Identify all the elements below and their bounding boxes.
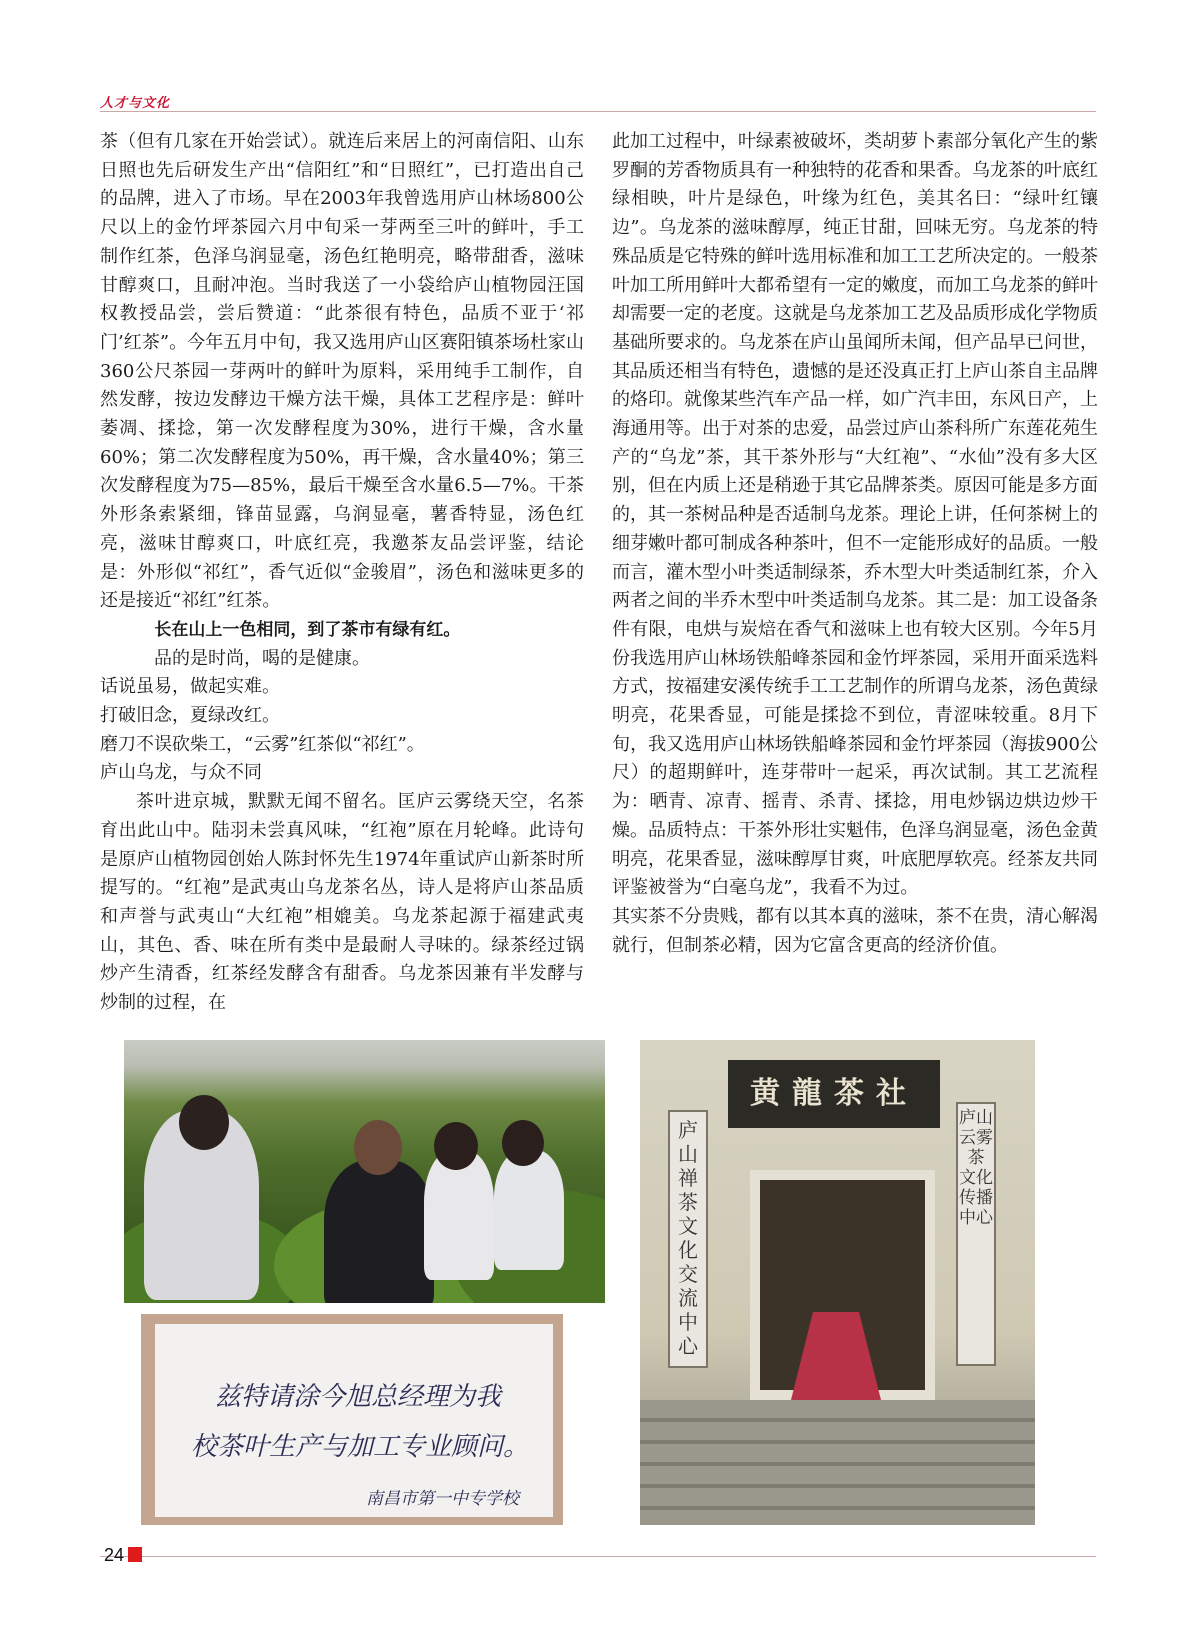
tea-house-plaque: 黄龍茶社 — [728, 1060, 940, 1128]
article-paragraph: 此加工过程中，叶绿素被破坏，类胡萝卜素部分氧化产生的紫罗酮的芳香物质具有一种独特的花香和果香。乌龙茶的叶底红绿相映，叶片是绿色，叶缘为红色，美其名曰：“绿叶红镶边”。乌龙茶的滋味醇厚，纯正甘甜，回味无穷。乌龙茶的特殊品质是它特殊的鲜叶选用标准和加工工艺所决定的。一般茶叶加工所用鲜叶大都希望有一定的嫩度，而加工乌龙茶的鲜叶却需要一定的老度。这就是乌龙茶加工艺及品质形成化学物质基础所要求的。乌龙茶在庐山虽闻所未闻，但产品早已问世，其品质还相当有特色，遗憾的是还没真正打上庐山茶自主品牌的烙印。就像某些汽车产品一样，如广汽丰田，东风日产，上海通用等。出于对茶的忠爱，品尝过庐山茶科所广东莲花苑生产的“乌龙”茶，其干茶外形与“大红袍”、“水仙”没有多大区别，但在内质上还是稍逊于其它品牌茶类。原因可能是多方面的，其一茶树品种是否适制乌龙茶。理论上讲，任何茶树上的细芽嫩叶都可制成各种茶叶，但不一定能形成好的品质。一般而言，灌木型小叶类适制绿茶，乔木型大叶类适制红茶，介入两者之间的半乔木型中叶类适制乌龙茶。其二是：加工设备条件有限，电烘与炭焙在香气和滋味上也有较大区别。今年5月份我选用庐山林场铁船峰茶园和金竹坪茶园，采用开面采选料方式，按福建安溪传统手工工艺制作的所谓乌龙茶，汤色黄绿明亮，花果香显，可能是揉捻不到位，青涩味较重。8月下旬，我又选用庐山林场铁船峰茶园和金竹坪茶园（海拔900公尺）的超期鲜叶，连芽带叶一起采，再次试制。其工艺流程为：晒青、凉青、摇青、杀青、揉捻，用电炒锅边烘边炒干燥。品质特点：干茶外形壮实魁伟，色泽乌润显毫，汤色金黄明亮，花果香显，滋味醇厚甘爽，叶底肥厚软亮。经茶友共同评鉴被誉为“白毫乌龙”，我看不为过。 — [612, 131, 1098, 899]
page-number: 24 — [104, 1545, 125, 1565]
verse-line: 庐山乌龙，与众不同 — [100, 762, 262, 784]
left-column — [100, 128, 584, 1018]
tea-garden-photo — [124, 1040, 605, 1303]
article-paragraph: 茶（但有几家在开始尝试）。就连后来居上的河南信阳、山东日照也先后研发生产出“信阳红”和“日照红”，已打造出自己的品牌，进入了市场。早在2003年我曾选用庐山林场800公尺以上的金竹坪茶园六月中旬采一芽两至三叶的鲜叶，手工制作红茶，色泽乌润显毫，汤色红艳明亮，略带甜香，滋味甘醇爽口，且耐冲泡。当时我送了一小袋给庐山植物园汪国权教授品尝，尝后赞道：“此茶很有特色，品质不亚于‘祁门’红茶”。今年五月中旬，我又选用庐山区赛阳镇茶场杜家山360公尺茶园一芽两叶的鲜叶为原料，采用纯手工制作，自然发酵，按边发酵边干燥方法干燥，具体工艺程序是：鲜叶萎凋、揉捻，第一次发酵程度为30%，进行干燥，含水量60%；第二次发酵程度为50%，再干燥，含水量40%；第三次发酵程度为75—85%，最后干燥至含水量6.5—7%。干茶外形条索紧细，锋苗显露，乌润显毫，薯香特显，汤色红亮，滋味甘醇爽口，叶底红亮，我邀茶友品尝评鉴，结论是：外形似“祁红”，香气近似“金骏眉”，汤色和滋味更多的还是接近“祁红”红茶。 — [100, 131, 584, 612]
certificate-signature: 南昌市第一中专学校 — [366, 1489, 519, 1509]
footer-divider — [100, 1556, 1096, 1557]
section-heading: 长在山上一色相同，到了茶市有绿有红。 — [154, 619, 461, 640]
right-board-main: 文化传播中心 — [959, 1168, 993, 1228]
header-divider — [100, 111, 1096, 112]
certificate-photo — [141, 1314, 563, 1525]
article-paragraph: 其实茶不分贵贱，都有以其本真的滋味，茶不在贵，清心解渴就行，但制茶必精，因为它富含更高的经济价值。 — [612, 905, 1098, 956]
stone-steps — [640, 1400, 1035, 1525]
article-paragraph: 茶叶进京城，默默无闻不留名。匡庐云雾绕天空，名茶育出此山中。陆羽未尝真风味，“红袍”原在月轮峰。此诗句是原庐山植物园创始人陈封怀先生1974年重试庐山新茶时所提写的。“红袍”是武夷山乌龙茶名丛，诗人是将庐山茶品质和声誉与武夷山“大红袍”相媲美。乌龙茶起源于福建武夷山，其色、香、味在所有类中是最耐人寻味的。绿茶经过锅炒产生清香，红茶经发酵含有甜香。乌龙茶因兼有半发酵与炒制的过程，在 — [100, 791, 584, 1014]
right-column — [612, 128, 1098, 960]
verse-line: 品的是时尚，喝的是健康。 — [154, 647, 370, 669]
left-vertical-board: 庐山禅茶文化交流中心 — [668, 1110, 708, 1368]
magazine-logo: 人才与文化 — [100, 96, 171, 111]
verse-line: 打破旧念，夏绿改红。 — [100, 705, 280, 727]
certificate-line: 兹特请涂今旭总经理为我 — [215, 1382, 502, 1412]
right-vertical-board — [956, 1102, 996, 1366]
verse-line: 话说虽易，做起实难。 — [100, 676, 280, 698]
right-board-top: 庐山云雾茶 — [959, 1108, 993, 1168]
page-accent-mark — [128, 1547, 142, 1562]
tea-house-photo — [640, 1040, 1035, 1525]
verse-line: 磨刀不误砍柴工，“云雾”红茶似“祁红”。 — [100, 733, 425, 755]
certificate-line: 校茶叶生产与加工专业顾问。 — [191, 1432, 530, 1462]
